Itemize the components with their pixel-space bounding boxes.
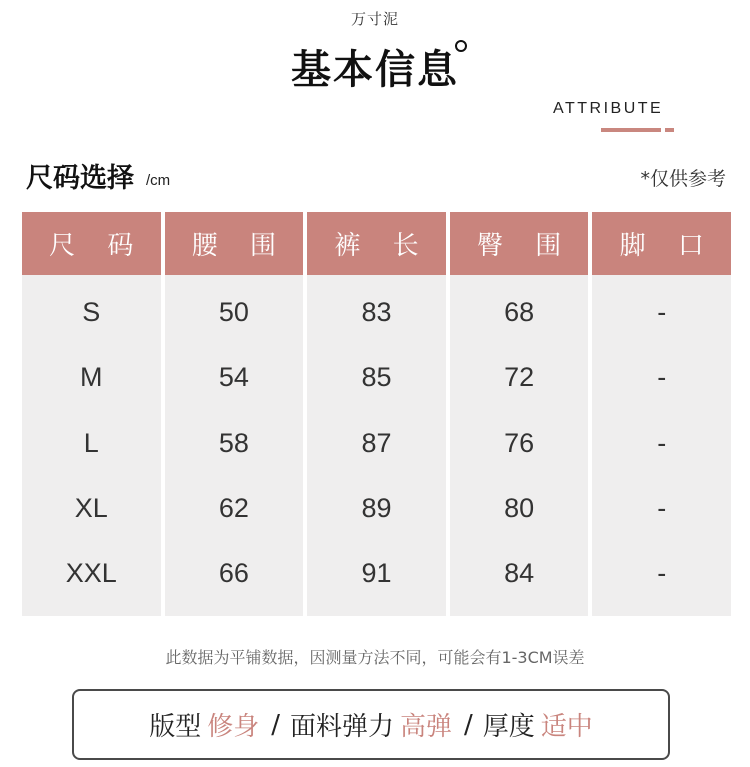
fit-attributes-box xyxy=(72,689,670,760)
length-cell: 85 xyxy=(361,362,392,393)
size-cell: M xyxy=(80,362,103,393)
hip-cell: 68 xyxy=(504,297,535,328)
hem-column xyxy=(592,212,731,616)
size-section-title: 尺码选择 xyxy=(26,163,134,194)
fit-label: 版型 xyxy=(149,712,202,742)
length-cell: 83 xyxy=(361,297,392,328)
waist-cell: 62 xyxy=(218,492,249,523)
size-table xyxy=(22,212,731,616)
hip-cell: 84 xyxy=(504,557,535,588)
attribute-underline-dot xyxy=(665,128,674,132)
hip-cell: 76 xyxy=(504,427,535,458)
hem-cell: - xyxy=(657,557,667,588)
waist-cell: 54 xyxy=(218,362,249,393)
elasticity-label: 面料弹力 xyxy=(289,712,394,742)
waist-header: 腰 围 xyxy=(165,212,304,275)
hem-header: 脚 口 xyxy=(592,212,731,275)
attribute-underline xyxy=(601,128,661,132)
fit-value: 修身 xyxy=(207,712,260,742)
length-column xyxy=(307,212,446,616)
length-header: 裤 长 xyxy=(307,212,446,275)
hem-cell: - xyxy=(657,492,667,523)
hip-cell: 80 xyxy=(504,492,535,523)
hip-header: 臀 围 xyxy=(450,212,589,275)
thickness-label: 厚度 xyxy=(482,712,535,742)
measurement-footnote: 此数据为平铺数据，因测量方法不同，可能会有1-3CM误差 xyxy=(165,648,585,667)
hip-cell: 72 xyxy=(504,362,535,393)
hem-cell: - xyxy=(657,427,667,458)
size-cell: XL xyxy=(74,492,108,523)
title-degree-mark xyxy=(455,40,467,52)
hem-cell: - xyxy=(657,362,667,393)
size-cell: XXL xyxy=(65,557,117,588)
size-header: 尺 码 xyxy=(22,212,161,275)
reference-note: *仅供参考 xyxy=(640,168,726,190)
brand-name: 万寸泥 xyxy=(350,10,399,28)
size-cell: L xyxy=(83,427,99,458)
waist-column xyxy=(165,212,304,616)
elasticity-value: 高弹 xyxy=(400,712,453,742)
length-cell: 87 xyxy=(361,427,392,458)
waist-cell: 66 xyxy=(218,557,249,588)
fit-separator: / xyxy=(271,709,280,740)
size-column xyxy=(22,212,161,616)
length-cell: 91 xyxy=(361,557,392,588)
size-unit: /cm xyxy=(146,172,171,189)
thickness-value: 适中 xyxy=(540,712,593,742)
page-title: 基本信息 xyxy=(291,47,459,93)
waist-cell: 58 xyxy=(218,427,249,458)
length-cell: 89 xyxy=(361,492,392,523)
size-cell: S xyxy=(82,297,101,328)
attribute-subtitle: ATTRIBUTE xyxy=(553,100,664,117)
hem-cell: - xyxy=(657,297,667,328)
fit-separator: / xyxy=(464,709,473,740)
waist-cell: 50 xyxy=(218,297,249,328)
hip-column xyxy=(450,212,589,616)
